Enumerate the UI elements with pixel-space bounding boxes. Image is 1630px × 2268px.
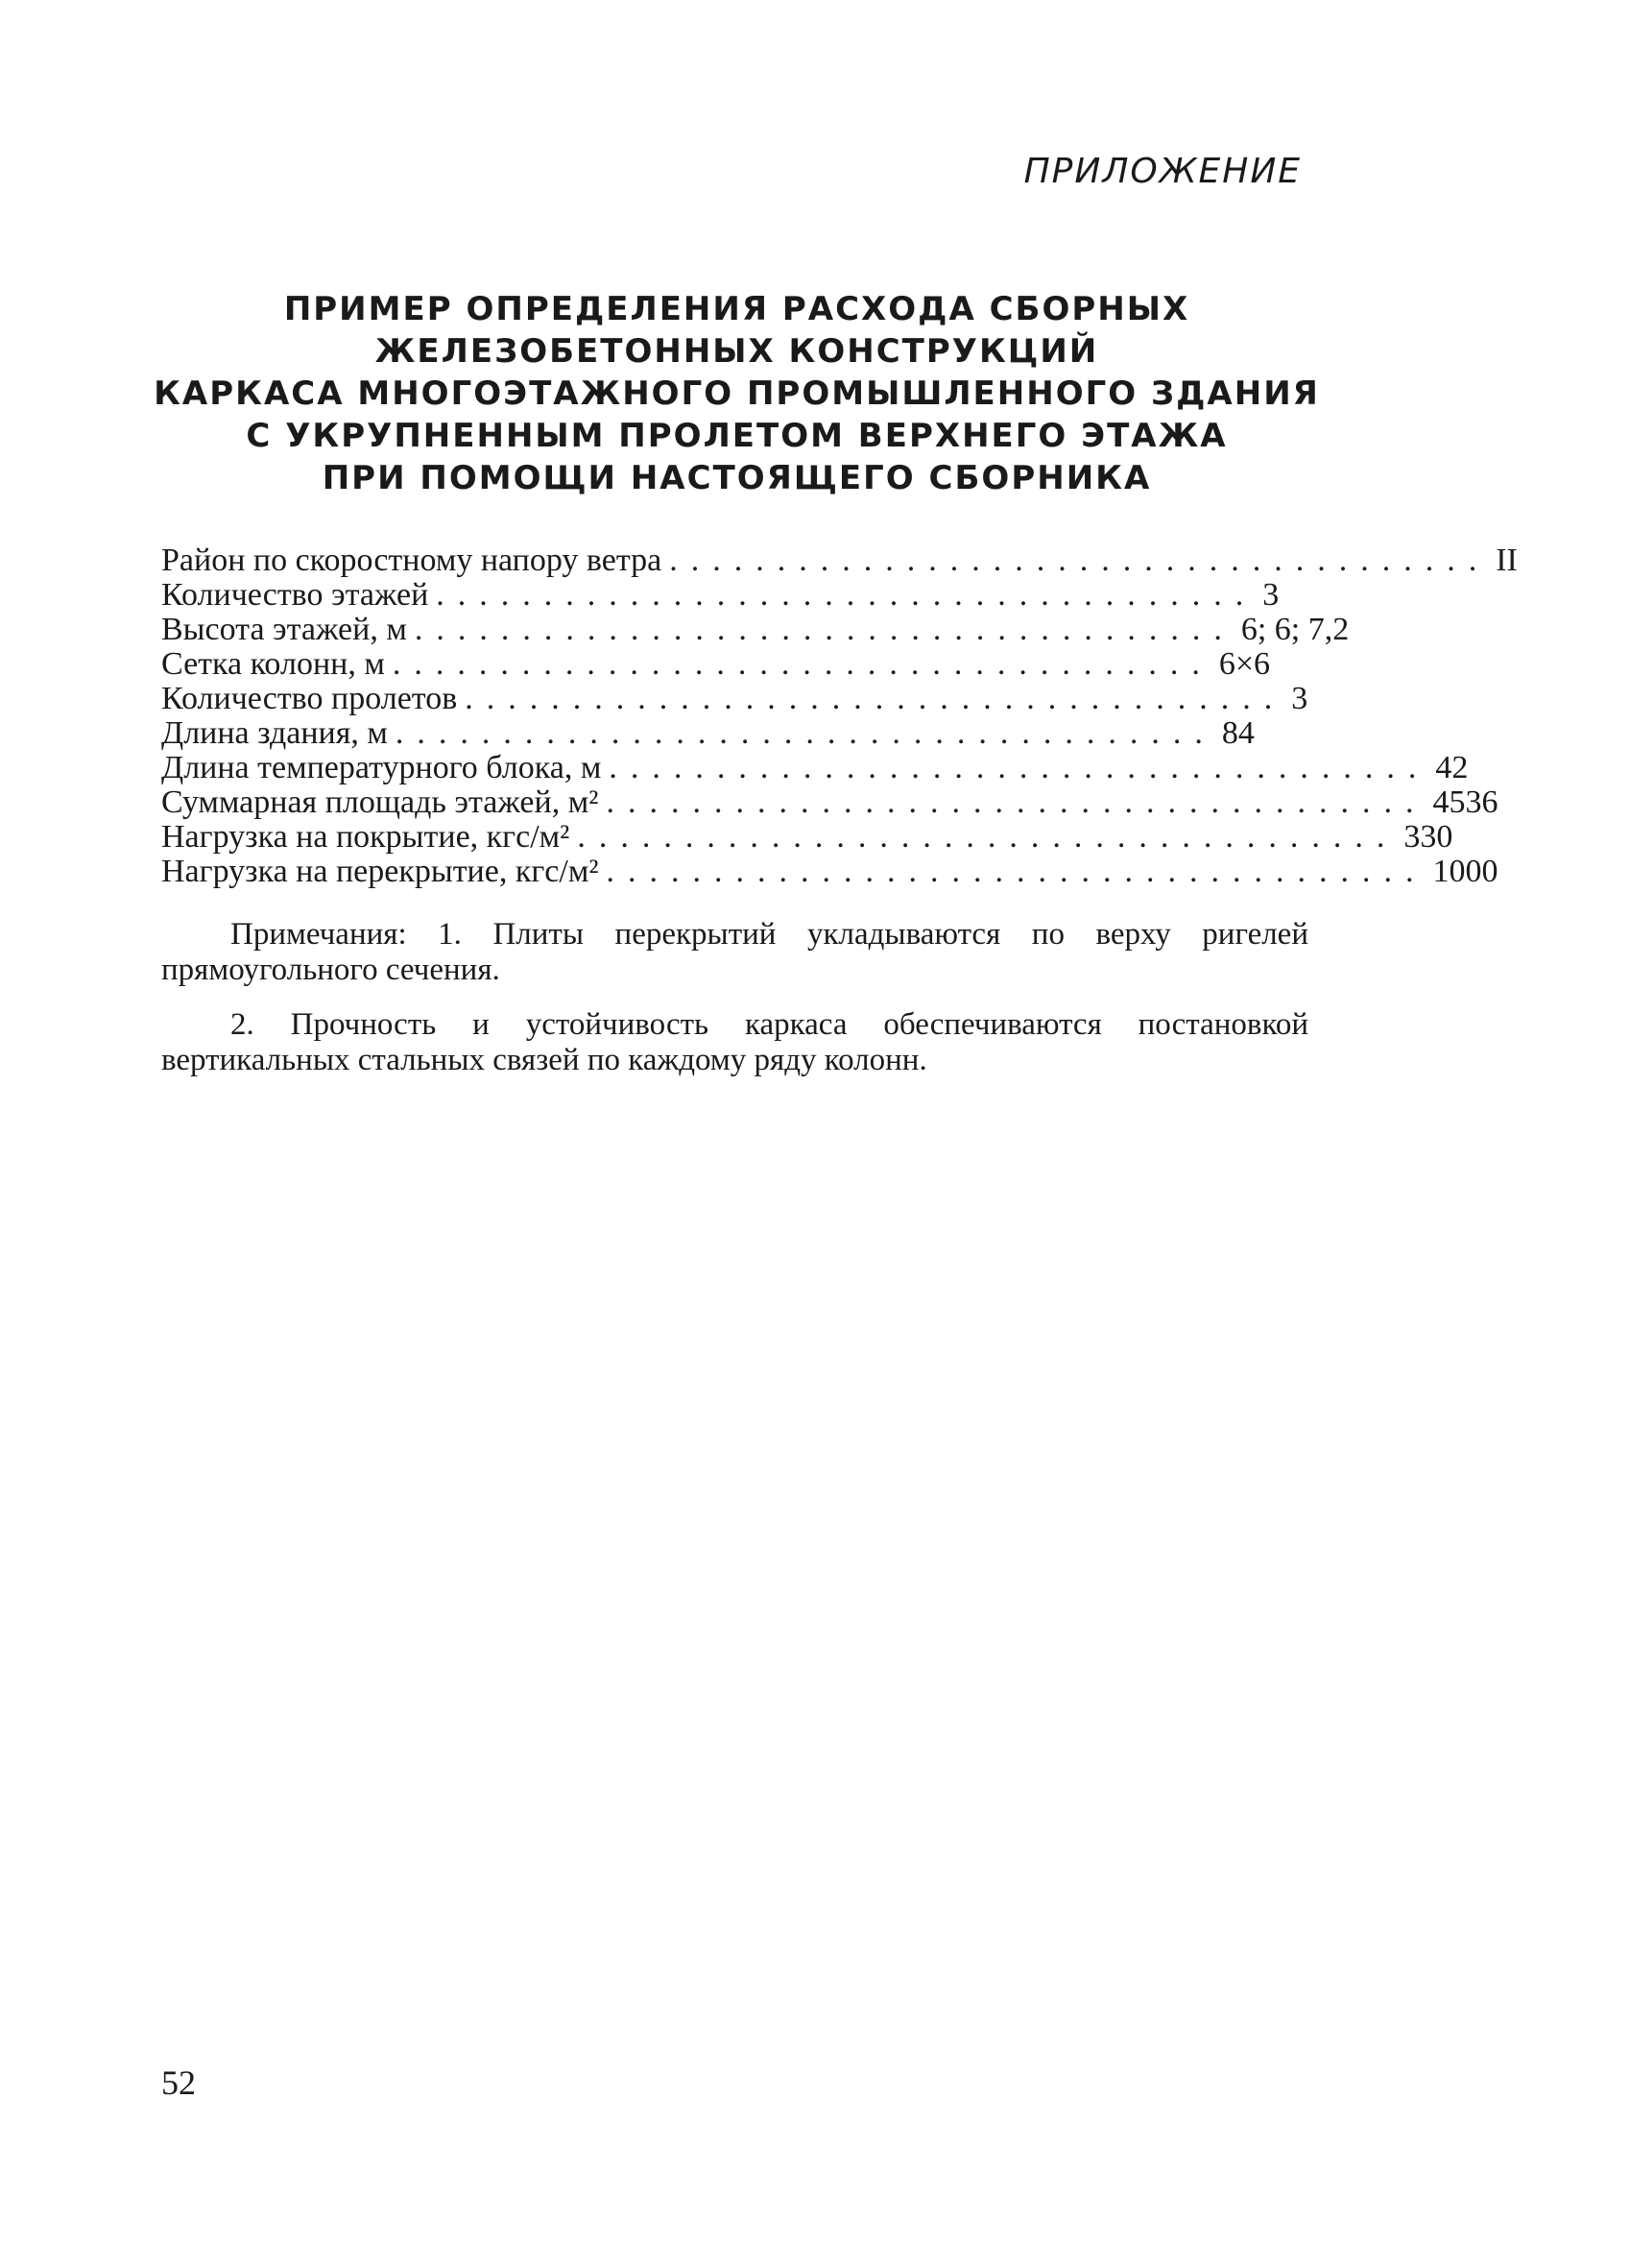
notes [161, 917, 1308, 1098]
parameter-value: 1000 [1432, 854, 1498, 889]
page-title [144, 288, 1330, 499]
dot-leader: ...................................... [577, 819, 1399, 855]
parameters-list [161, 543, 1518, 889]
title-line: ЖЕЛЕЗОБЕТОННЫХ КОНСТРУКЦИЙ [374, 332, 1099, 371]
parameter-row-floors [161, 578, 1323, 613]
dot-leader: ...................................... [436, 577, 1258, 613]
parameter-label: Длина здания, м [161, 715, 388, 751]
dot-leader: ...................................... [465, 681, 1286, 716]
parameter-label: Суммарная площадь этажей, м² [161, 784, 599, 820]
appendix-heading: ПРИЛОЖЕНИЕ [1023, 152, 1302, 191]
parameter-label: Длина температурного блока, м [161, 750, 602, 785]
parameter-row-wind-region [161, 543, 1518, 578]
parameter-value: 84 [1221, 715, 1255, 751]
parameter-value: 42 [1435, 750, 1469, 785]
page-number: 52 [161, 2063, 196, 2102]
parameter-row-building-length [161, 716, 1323, 751]
note-1: Примечания: 1. Плиты перекрытий укладываются по верху ригелей прямоугольного сечения. [161, 917, 1308, 987]
parameter-label: Высота этажей, м [161, 612, 407, 647]
parameter-row-floor-load [161, 854, 1498, 889]
parameter-label: Нагрузка на покрытие, кгс/м² [161, 819, 570, 855]
parameter-label: Количество пролетов [161, 681, 458, 716]
title-line: С УКРУПНЕННЫМ ПРОЛЕТОМ ВЕРХНЕГО ЭТАЖА [246, 417, 1228, 455]
parameter-value: 6×6 [1218, 646, 1271, 682]
parameter-row-total-area [161, 784, 1498, 820]
parameter-label: Количество этажей [161, 577, 429, 613]
parameter-label: Сетка колонн, м [161, 646, 385, 682]
note-2: 2. Прочность и устойчивость каркаса обеспечиваются постановкой вертикальных стальных связей по каждому ряду колонн. [161, 1007, 1308, 1077]
parameter-value: 3 [1291, 681, 1308, 716]
dot-leader: ...................................... [392, 646, 1213, 682]
parameter-row-floor-heights [161, 612, 1350, 647]
title-line: ПРИ ПОМОЩИ НАСТОЯЩЕГО СБОРНИКА [322, 459, 1152, 497]
parameter-label: Район по скоростному напору ветра [161, 543, 662, 578]
parameter-value: 3 [1262, 577, 1280, 613]
parameter-row-thermal-block [161, 750, 1469, 785]
parameter-row-column-grid [161, 647, 1323, 682]
parameter-value: II [1496, 543, 1518, 578]
dot-leader: ...................................... [414, 612, 1235, 647]
parameter-value: 4536 [1432, 784, 1498, 820]
dot-leader: ...................................... [395, 715, 1216, 751]
dot-leader: ...................................... [669, 543, 1491, 578]
parameter-label: Нагрузка на перекрытие, кгс/м² [161, 854, 599, 889]
parameter-value: 6; 6; 7,2 [1240, 612, 1350, 647]
title-line: КАРКАСА МНОГОЭТАЖНОГО ПРОМЫШЛЕННОГО ЗДАНИЯ [154, 374, 1320, 413]
dot-leader: ...................................... [606, 784, 1427, 820]
title-line: ПРИМЕР ОПРЕДЕЛЕНИЯ РАСХОДА СБОРНЫХ [283, 290, 1190, 328]
dot-leader: ...................................... [606, 854, 1427, 889]
parameter-row-spans [161, 682, 1323, 716]
parameter-row-roof-load [161, 819, 1453, 855]
parameter-value: 330 [1403, 819, 1453, 855]
dot-leader: ...................................... [609, 750, 1430, 785]
